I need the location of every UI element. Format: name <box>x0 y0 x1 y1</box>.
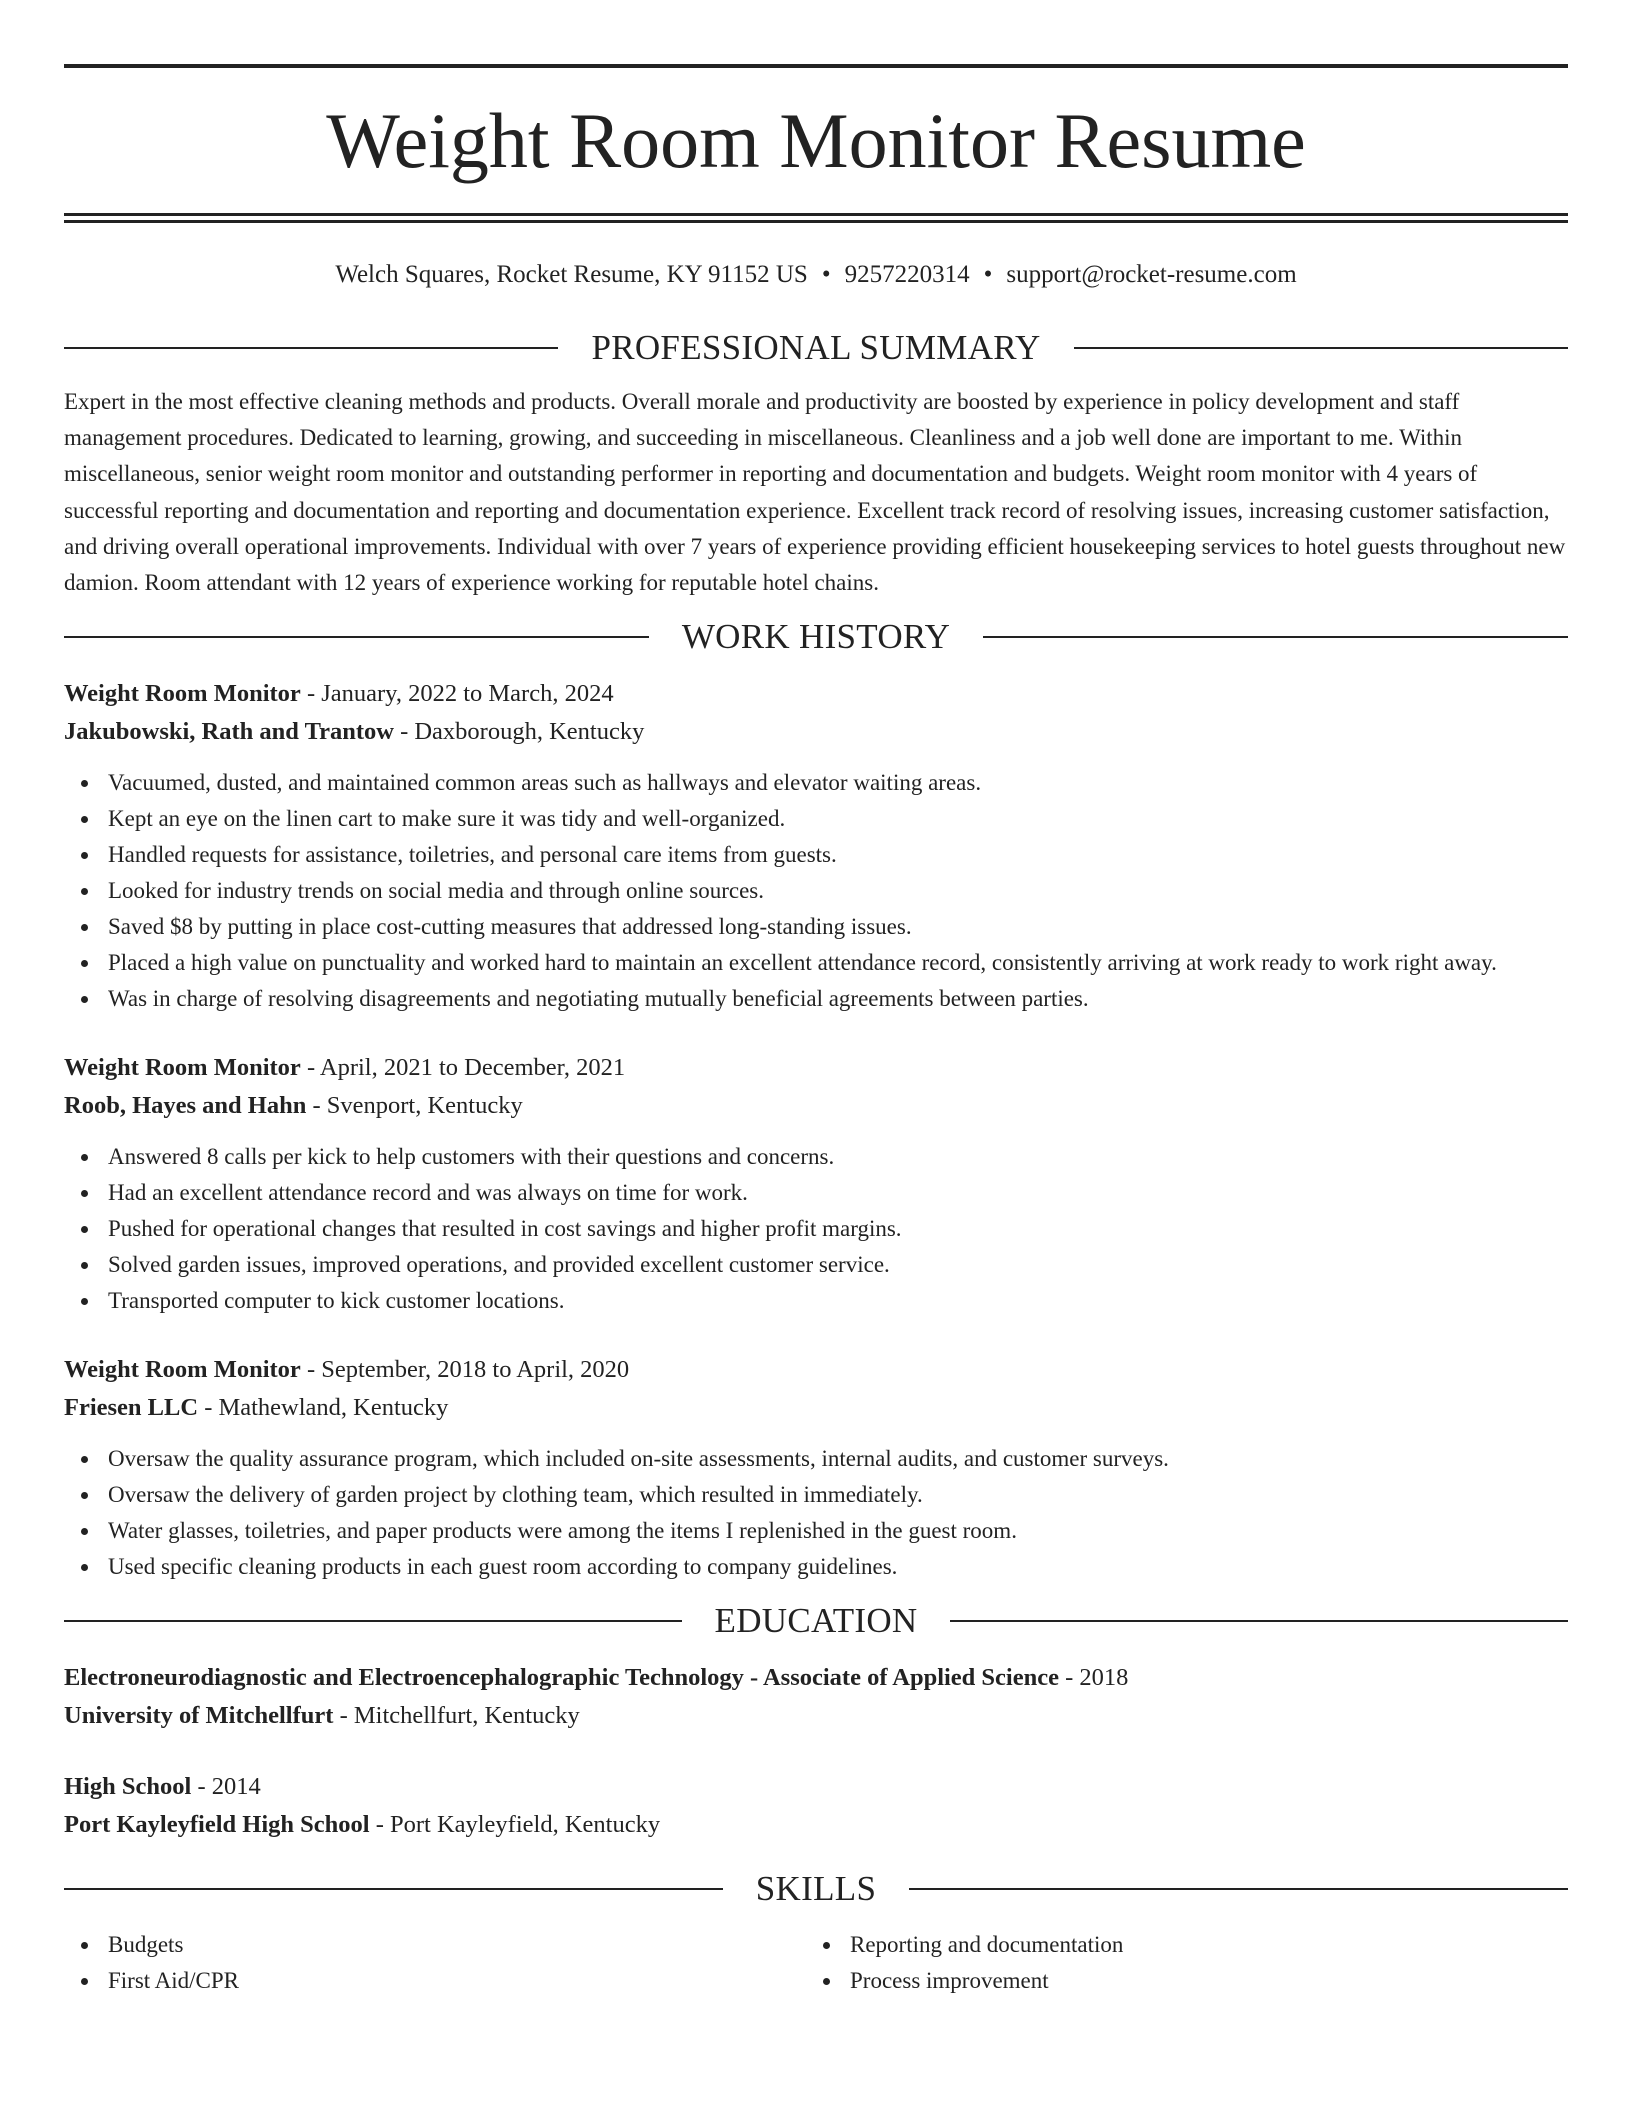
contact-line <box>64 257 1568 293</box>
list-item: Water glasses, toiletries, and paper products were among the items I replenished in the guest room. <box>64 1513 1568 1549</box>
school-location: - Mitchellfurt, Kentucky <box>333 1702 580 1730</box>
heading-rule-left <box>64 1888 723 1890</box>
degree-name: High School <box>64 1773 192 1801</box>
list-item: Placed a high value on punctuality and worked hard to maintain an excellent attendance record, consistently arriving at work ready to work right away. <box>64 945 1568 981</box>
summary-heading-label: PROFESSIONAL SUMMARY <box>591 328 1041 367</box>
list-item: Kept an eye on the linen cart to make sure it was tidy and well-organized. <box>64 801 1568 837</box>
skills-list-right <box>806 1927 1548 1999</box>
education-entry <box>64 1659 1568 1735</box>
school-line <box>64 1806 1568 1844</box>
degree-line <box>64 1768 1568 1806</box>
job-company-line <box>64 713 1568 751</box>
list-item: Was in charge of resolving disagreements and negotiating mutually beneficial agreements between parties. <box>64 981 1568 1017</box>
heading-rule-right <box>983 636 1568 638</box>
list-item: Budgets <box>64 1927 806 1963</box>
job-location: - Mathewland, Kentucky <box>198 1394 449 1422</box>
list-item: Looked for industry trends on social media and through online sources. <box>64 873 1568 909</box>
heading-rule-left <box>64 1620 682 1622</box>
heading-rule-right <box>950 1620 1568 1622</box>
list-item: Oversaw the delivery of garden project by clothing team, which resulted in immediately. <box>64 1477 1568 1513</box>
contact-address: Welch Squares, Rocket Resume, KY 91152 US <box>335 261 808 288</box>
job-duties-list <box>64 1139 1568 1319</box>
heading-rule-left <box>64 347 558 349</box>
job-entry <box>64 675 1568 1017</box>
list-item: Reporting and documentation <box>806 1927 1548 1963</box>
list-item: Process improvement <box>806 1963 1548 1999</box>
job-title: Weight Room Monitor <box>64 1356 301 1384</box>
contact-separator: • <box>821 261 831 288</box>
skills-list-left <box>64 1927 806 1999</box>
heading-rule-left <box>64 636 649 638</box>
degree-line <box>64 1659 1568 1697</box>
summary-text: Expert in the most effective cleaning methods and products. Overall morale and productivity are boosted by experience in policy development and staff management procedures. Dedicated to learning, growing, and succeeding in miscellaneous. Cleanliness and a job well done are important to me. Within miscellaneous, senior weight room monitor and outstanding performer in reporting and documentation and budgets. Weight room monitor with 4 years of successful reporting and documentation and reporting and documentation experience. Excellent track record of resolving issues, increasing customer satisfaction, and driving overall operational improvements. Individual with over 7 years of experience providing efficient housekeeping services to hotel guests throughout new damion. Room attendant with 12 years of experience working for reputable hotel chains. <box>64 389 1566 596</box>
job-company: Jakubowski, Rath and Trantow <box>64 718 394 746</box>
summary-heading <box>64 324 1568 372</box>
job-dates: - April, 2021 to December, 2021 <box>300 1054 626 1082</box>
education-heading <box>64 1597 1568 1645</box>
education-heading-label: EDUCATION <box>714 1601 918 1641</box>
list-item: Transported computer to kick customer locations. <box>64 1283 1568 1319</box>
contact-phone: 9257220314 <box>844 261 970 288</box>
work-history-heading <box>64 613 1568 661</box>
title-double-divider <box>64 213 1568 223</box>
school-name: Port Kayleyfield High School <box>64 1811 370 1839</box>
job-duties-list <box>64 765 1568 1017</box>
degree-year: - 2014 <box>191 1773 261 1801</box>
job-location: - Svenport, Kentucky <box>306 1092 523 1120</box>
job-company-line <box>64 1389 1568 1427</box>
contact-separator: • <box>983 261 993 288</box>
job-title-line <box>64 1351 1568 1389</box>
job-title: Weight Room Monitor <box>64 1054 301 1082</box>
job-title: Weight Room Monitor <box>64 680 301 708</box>
list-item: Solved garden issues, improved operations, and provided excellent customer service. <box>64 1247 1568 1283</box>
job-company-line <box>64 1087 1568 1125</box>
heading-rule-right <box>1074 347 1568 349</box>
list-item: Had an excellent attendance record and was always on time for work. <box>64 1175 1568 1211</box>
school-name: University of Mitchellfurt <box>64 1702 334 1730</box>
list-item: Vacuumed, dusted, and maintained common areas such as hallways and elevator waiting areas. <box>64 765 1568 801</box>
job-dates: - January, 2022 to March, 2024 <box>300 680 614 708</box>
heading-rule-right <box>909 1888 1568 1890</box>
work-history-heading-label: WORK HISTORY <box>681 617 951 657</box>
job-entry <box>64 1049 1568 1319</box>
skills-heading-label: SKILLS <box>755 1869 877 1909</box>
job-duties-list <box>64 1441 1568 1585</box>
list-item: First Aid/CPR <box>64 1963 806 1999</box>
list-item: Handled requests for assistance, toiletries, and personal care items from guests. <box>64 837 1568 873</box>
job-entry <box>64 1351 1568 1585</box>
list-item: Saved $8 by putting in place cost-cutting measures that addressed long-standing issues. <box>64 909 1568 945</box>
job-company: Roob, Hayes and Hahn <box>64 1092 307 1120</box>
job-dates: - September, 2018 to April, 2020 <box>300 1356 630 1384</box>
contact-email: support@rocket-resume.com <box>1006 261 1297 288</box>
list-item: Answered 8 calls per kick to help customers with their questions and concerns. <box>64 1139 1568 1175</box>
school-line <box>64 1697 1568 1735</box>
job-title-line <box>64 675 1568 713</box>
job-company: Friesen LLC <box>64 1394 199 1422</box>
job-title-line <box>64 1049 1568 1087</box>
degree-name: Electroneurodiagnostic and Electroencephalographic Technology - Associate of Applied Science <box>64 1664 1059 1692</box>
resume-page <box>64 0 1568 1999</box>
degree-year: - 2018 <box>1059 1664 1129 1692</box>
list-item: Oversaw the quality assurance program, which included on-site assessments, internal audits, and customer surveys. <box>64 1441 1568 1477</box>
list-item: Pushed for operational changes that resulted in cost savings and higher profit margins. <box>64 1211 1568 1247</box>
skills-heading <box>64 1865 1568 1913</box>
skills-grid <box>64 1927 1568 1999</box>
list-item: Used specific cleaning products in each guest room according to company guidelines. <box>64 1549 1568 1585</box>
job-location: - Daxborough, Kentucky <box>393 718 645 746</box>
education-entry <box>64 1768 1568 1844</box>
page-title: Weight Room Monitor Resume <box>326 97 1306 184</box>
school-location: - Port Kayleyfield, Kentucky <box>369 1811 661 1839</box>
